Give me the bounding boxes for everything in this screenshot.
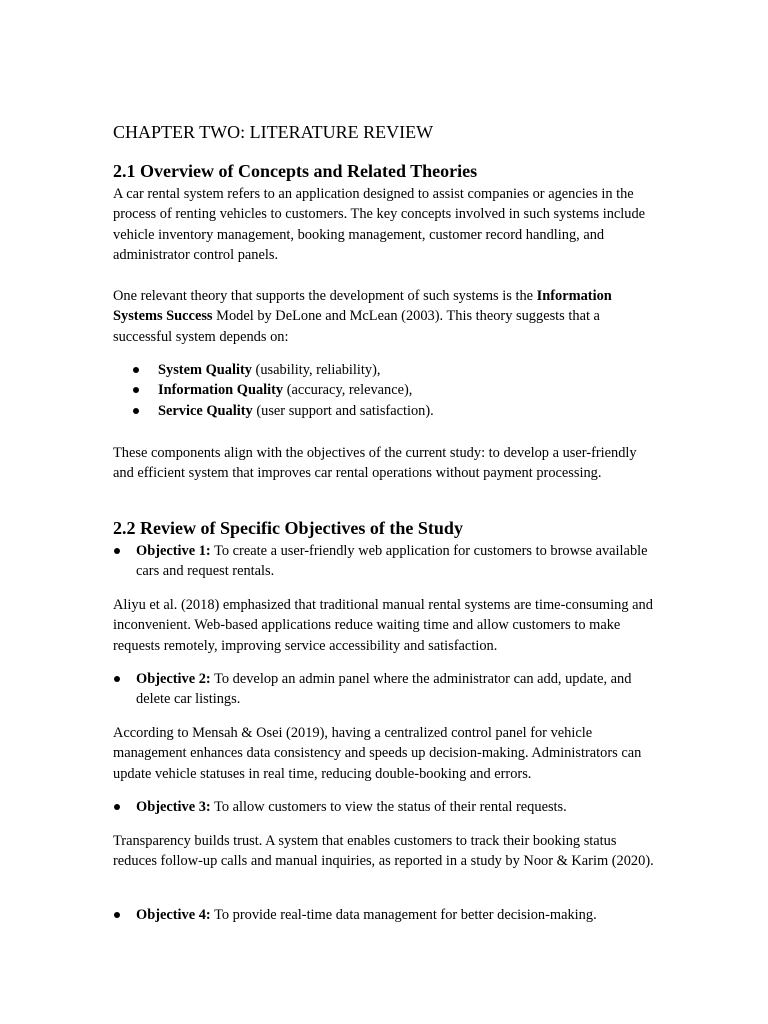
bullet-icon bbox=[114, 548, 120, 554]
quality-label: Service Quality bbox=[158, 402, 253, 419]
objective-list-1 bbox=[113, 541, 658, 582]
quality-detail: (usability, reliability), bbox=[251, 362, 381, 378]
bullet-icon bbox=[133, 408, 139, 414]
chapter-title: CHAPTER TWO: LITERATURE REVIEW bbox=[113, 122, 434, 142]
bullet-icon bbox=[114, 804, 120, 810]
quality-label: System Quality bbox=[158, 362, 252, 378]
alignment-paragraph: These components align with the objectives of the current study: to develop a user-friendly and efficient system that improves car rental operations without payment processing. bbox=[113, 445, 637, 482]
quality-detail: (user support and satisfaction). bbox=[252, 402, 434, 419]
bullet-icon bbox=[133, 387, 139, 393]
list-item bbox=[113, 401, 658, 421]
list-item bbox=[113, 380, 658, 400]
review-paragraph-2: According to Mensah & Osei (2019), having a centralized control panel for vehicle management enhances data consistency and speeds up decision-making. Administrators can update vehicle statuses in real time, reducing double-booking and errors. bbox=[113, 725, 642, 782]
objective-list-2 bbox=[113, 669, 658, 710]
theory-text-prefix: One relevant theory that supports the development of such systems is the bbox=[113, 288, 537, 304]
theory-paragraph bbox=[113, 286, 658, 347]
list-item bbox=[113, 541, 658, 582]
quality-detail: (accuracy, relevance), bbox=[283, 382, 413, 399]
list-item bbox=[113, 669, 658, 710]
list-item bbox=[113, 797, 658, 817]
objective-list-4 bbox=[113, 905, 658, 925]
objective-label: Objective 3: bbox=[136, 799, 211, 815]
quality-label: Information Quality bbox=[158, 382, 284, 399]
review-paragraph-1: Aliyu et al. (2018) emphasized that traditional manual rental systems are time-consuming and inconvenient. Web-based applications reduce waiting time and allow customers to make requests remotely, improving service accessibility and satisfaction. bbox=[113, 597, 653, 654]
theory-text-suffix: Model by DeLone and McLean (2003). This theory suggests that a successful system depends on: bbox=[113, 308, 600, 345]
objective-text: To create a user-friendly web application for customers to browse available cars and request rentals. bbox=[136, 543, 648, 580]
bullet-icon bbox=[114, 676, 120, 682]
objective-text: To allow customers to view the status of their rental requests. bbox=[210, 799, 567, 815]
objective-list-3 bbox=[113, 797, 658, 817]
objective-label: Objective 2: bbox=[136, 671, 211, 687]
concepts-paragraph: A car rental system refers to an application designed to assist companies or agencies in the process of renting vehicles to customers. The key concepts involved in such systems include vehicle inventory management, booking management, customer record handling, and administrator control panels. bbox=[113, 186, 646, 263]
objective-text: To provide real-time data management for better decision-making. bbox=[210, 907, 597, 923]
objective-label: Objective 1: bbox=[136, 543, 211, 559]
section-heading-2-2: 2.2 Review of Specific Objectives of the Study bbox=[113, 518, 463, 538]
quality-list bbox=[113, 360, 658, 421]
bullet-icon bbox=[114, 912, 120, 918]
theory-name: Information Systems Success bbox=[113, 288, 612, 325]
objective-label: Objective 4: bbox=[136, 907, 211, 923]
review-paragraph-3: Transparency builds trust. A system that enables customers to track their booking status reduces follow-up calls and manual inquiries, as reported in a study by Noor & Karim (2020). bbox=[113, 833, 654, 870]
list-item bbox=[113, 360, 658, 380]
objective-text: To develop an admin panel where the administrator can add, update, and delete car listings. bbox=[136, 671, 632, 708]
bullet-icon bbox=[133, 367, 139, 373]
list-item bbox=[113, 905, 658, 925]
section-heading-2-1: 2.1 Overview of Concepts and Related Theories bbox=[113, 161, 478, 181]
